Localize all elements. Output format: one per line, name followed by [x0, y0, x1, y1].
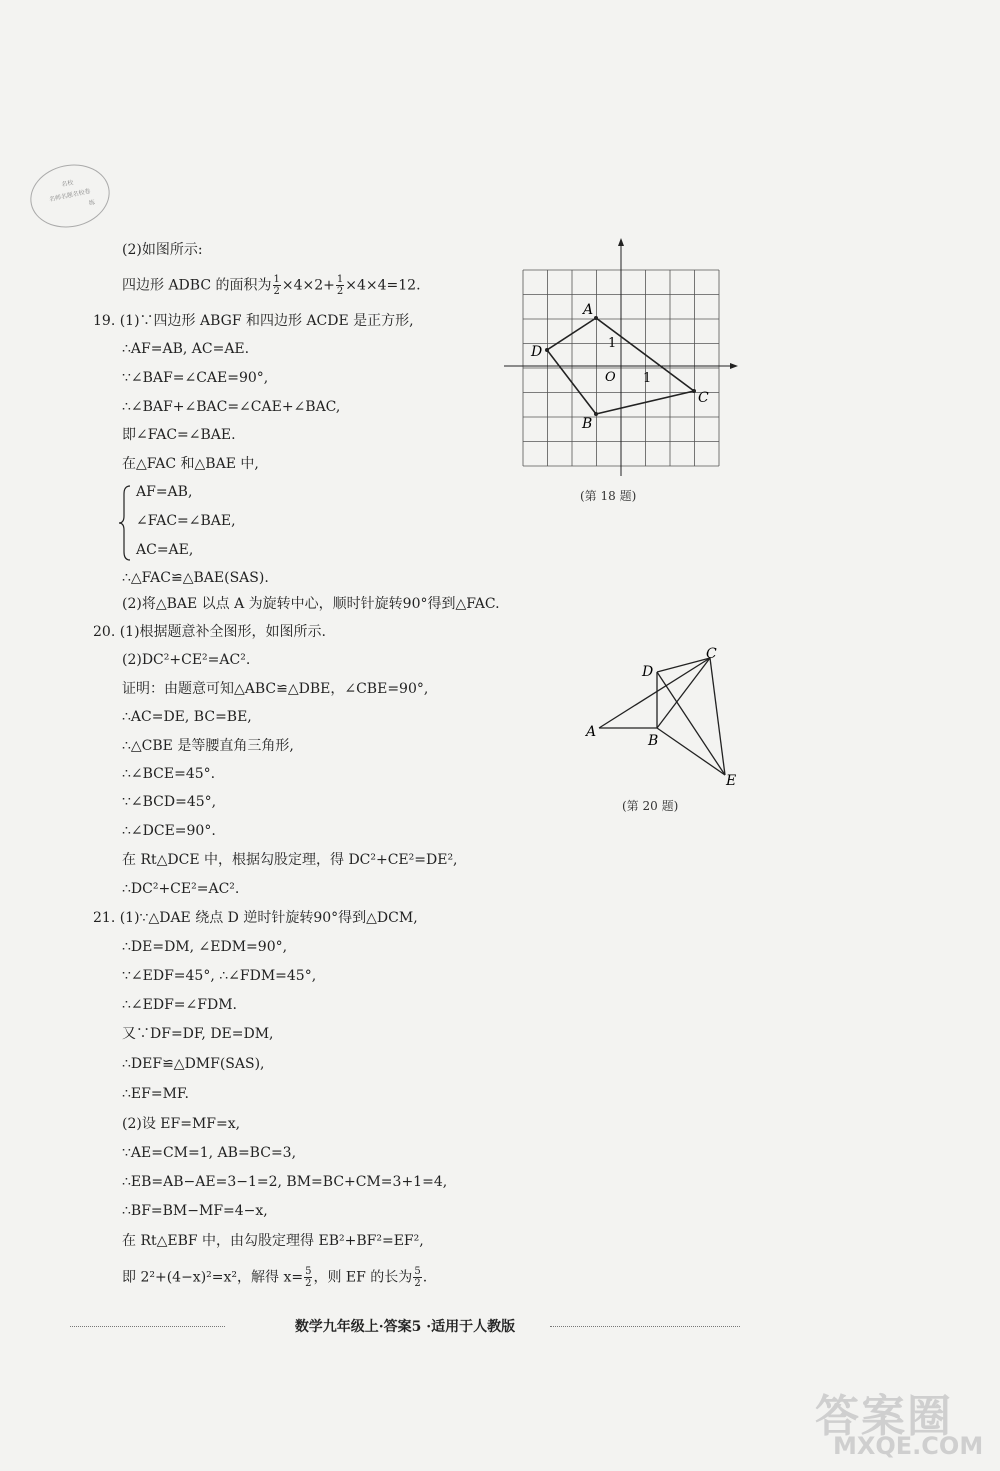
- answer-line: ∴∠BAF+∠BAC=∠CAE+∠BAC,: [122, 399, 341, 415]
- answer-line: ∴∠BCE=45°.: [122, 766, 216, 782]
- system-brace: [118, 484, 132, 562]
- point-b: [594, 412, 598, 416]
- answer-line: ∴DE=DM, ∠EDM=90°,: [122, 939, 288, 955]
- answer-line: (2)DC²+CE²=AC².: [122, 652, 251, 668]
- footer-divider-right: [550, 1326, 740, 1327]
- segment-ac: [599, 658, 710, 728]
- page-footer: [70, 1316, 740, 1338]
- answer-line: 19. (1)∵四边形 ABGF 和四边形 ACDE 是正方形,: [93, 313, 414, 329]
- label-c: C: [706, 646, 717, 662]
- segment-dc: [657, 658, 710, 672]
- answer-line: (2)设 EF=MF=x,: [122, 1116, 241, 1132]
- answer-line: ∴AF=AB, AC=AE.: [122, 341, 250, 357]
- answer-line: ∴AC=DE, BC=BE,: [122, 709, 252, 725]
- segment-de: [657, 672, 725, 775]
- figure-20-caption: (第 20 题): [622, 799, 679, 813]
- figure-20-diagram: [580, 640, 745, 800]
- label-b: B: [648, 733, 659, 749]
- point-d: [545, 348, 549, 352]
- label-y-one: 1: [608, 336, 617, 351]
- fraction-denominator: 2: [414, 1278, 421, 1289]
- answer-text: 即 2²+(4−x)²=x²，解得 x=: [122, 1269, 304, 1286]
- answer-line: (2)如图所示:: [122, 242, 203, 258]
- x-axis-arrow: [730, 363, 738, 369]
- figure-18-caption: (第 18 题): [580, 489, 637, 503]
- watermark-url: MXQE.COM: [833, 1432, 984, 1460]
- label-b: B: [582, 416, 593, 432]
- stamp-line-1: 名校: [60, 179, 74, 189]
- label-c: C: [698, 390, 709, 406]
- site-watermark: [815, 1380, 995, 1465]
- answer-line: 21. (1)∵△DAE 绕点 D 逆时针旋转90°得到△DCM,: [93, 910, 418, 926]
- stamp-line-2: 名师名题名校卷: [48, 187, 92, 204]
- segment-bc: [657, 658, 710, 728]
- fraction-denominator: 2: [305, 1278, 312, 1289]
- answer-line: ∴DEF≌△DMF(SAS),: [122, 1056, 265, 1072]
- school-stamp: [24, 157, 115, 234]
- answer-line: [122, 274, 421, 297]
- label-d: D: [531, 344, 543, 360]
- fraction: [336, 274, 344, 297]
- fraction-numerator: 1: [336, 274, 344, 285]
- fraction-numerator: 5: [414, 1266, 421, 1277]
- label-a: A: [586, 724, 597, 740]
- answer-line: ∵AE=CM=1, AB=BC=3,: [122, 1145, 297, 1161]
- answer-line: ∠FAC=∠BAE,: [136, 513, 236, 529]
- answer-line: 20. (1)根据题意补全图形，如图所示.: [93, 624, 326, 640]
- answer-line: 证明：由题意可知△ABC≌△DBE，∠CBE=90°,: [122, 681, 429, 697]
- stamp-line-3: 练: [88, 199, 96, 208]
- answer-line: 在△FAC 和△BAE 中,: [122, 456, 259, 472]
- y-axis-arrow: [618, 238, 624, 246]
- watermark-logo-text: 答案圈: [815, 1391, 953, 1442]
- answer-text: ×4×2+: [281, 277, 335, 294]
- label-a: A: [583, 302, 594, 318]
- answer-line: 即∠FAC=∠BAE.: [122, 427, 236, 443]
- fraction: [413, 1266, 421, 1289]
- fraction-numerator: 1: [273, 274, 280, 285]
- fraction-numerator: 5: [305, 1266, 312, 1277]
- answer-line: ∴∠DCE=90°.: [122, 823, 216, 839]
- answer-line: AF=AB,: [136, 484, 193, 500]
- answer-line: ∴EB=AB−AE=3−1=2, BM=BC+CM=3+1=4,: [122, 1174, 448, 1190]
- answer-line: AC=AE,: [136, 542, 194, 558]
- segment-be: [657, 728, 725, 775]
- answer-text: ，则 EF 的长为: [313, 1269, 413, 1286]
- answer-line: ∴△CBE 是等腰直角三角形,: [122, 738, 294, 754]
- fraction-denominator: 2: [273, 286, 280, 297]
- answer-text: 四边形 ADBC 的面积为: [122, 277, 272, 294]
- answer-text: .: [422, 1269, 428, 1286]
- answer-line: ∵∠BAF=∠CAE=90°,: [122, 370, 269, 386]
- answer-line: 在 Rt△DCE 中，根据勾股定理，得 DC²+CE²=DE²,: [122, 852, 458, 868]
- point-c: [692, 389, 696, 393]
- fraction: [273, 274, 281, 297]
- figure-18-grid: [500, 232, 745, 482]
- fraction-denominator: 2: [336, 286, 344, 297]
- label-x-one: 1: [643, 371, 652, 386]
- answer-line: ∵∠EDF=45°, ∴∠FDM=45°,: [122, 968, 317, 984]
- label-d: D: [642, 664, 654, 680]
- answer-line: ∴△FAC≌△BAE(SAS).: [122, 570, 269, 586]
- segment-ce: [710, 658, 725, 775]
- label-e: E: [726, 773, 737, 789]
- answer-line: ∴BF=BM−MF=4−x,: [122, 1203, 268, 1219]
- answer-line: ∴EF=MF.: [122, 1086, 189, 1102]
- fraction: [304, 1266, 312, 1289]
- answer-line: ∴DC²+CE²=AC².: [122, 881, 240, 897]
- footer-text: 数学九年级上·答案5 ·适用于人教版: [294, 1319, 516, 1335]
- answer-line: 又∵DF=DF, DE=DM,: [122, 1026, 274, 1042]
- answer-line: ∵∠BCD=45°,: [122, 794, 217, 810]
- answer-line: 在 Rt△EBF 中，由勾股定理得 EB²+BF²=EF²,: [122, 1233, 424, 1249]
- answer-line: [122, 1266, 427, 1289]
- answer-line: (2)将△BAE 以点 A 为旋转中心，顺时针旋转90°得到△FAC.: [122, 596, 500, 612]
- label-o: O: [605, 370, 616, 385]
- point-a: [594, 316, 598, 320]
- answer-text: ×4×4=12.: [345, 277, 421, 294]
- answer-line: ∴∠EDF=∠FDM.: [122, 997, 237, 1013]
